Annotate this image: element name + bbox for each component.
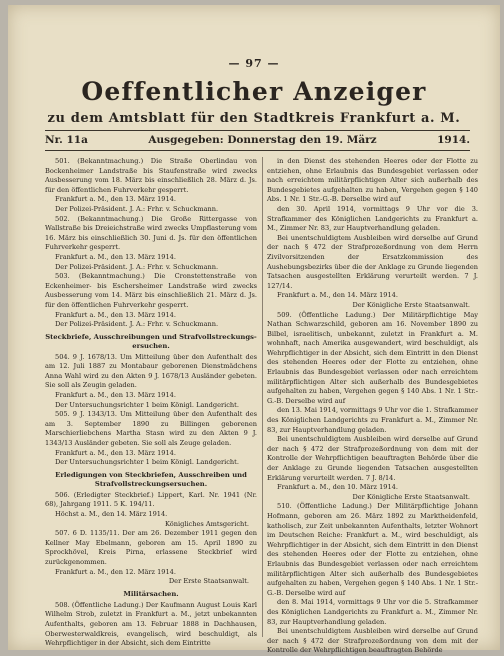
- signature-line: Der Erste Staatsanwalt.: [168, 577, 249, 586]
- article-paragraph: Frankfurt a. M., den 14. März 1914.: [277, 291, 398, 300]
- section-heading: Erledigungen von Steckbriefen, Ausschreiben und Strafvollstreckungsersuchen.: [55, 470, 247, 488]
- article-paragraph: Der Untersuchungsrichter 1 beim Königl. Landgericht.: [55, 458, 239, 467]
- signature-line: Königliches Amtsgericht.: [165, 519, 249, 528]
- article-paragraph: Frankfurt a. M., den 10. März 1914.: [277, 483, 398, 492]
- bottom-rule: [45, 150, 470, 151]
- article-paragraph: Frankfurt a. M., den 13. März 1914.: [55, 391, 176, 400]
- issue-date: Ausgegeben: Donnerstag den 19. März: [148, 134, 377, 146]
- article-paragraph: 510. (Öffentliche Ladung.) Der Militärpflichtige Johann Hofmann, geboren am 26. März 1892 zu Marktheidenfeld, katholisch, zur Zeit unbekannten Aufenthalts, letzter Wohnort im Deutschen Reiche: Frankfurt a. M., wird beschuldigt, als Wehrpflichtiger in der Absicht, sich dem Eintritt in den Dienst des stehenden Heeres oder der Flotte zu entziehen, ohne Erlaubnis das Bundesgebiet verlassen oder nach erreichtem militärpflichtigen Alter sich außerhalb des Bundesgebietes aufgehalten zu haben, Vergehen gegen § 140 Abs. 1 Nr. 1 Str.-G.-B. Derselbe wird auf: [267, 502, 478, 597]
- top-rule: [45, 130, 470, 131]
- masthead-subtitle: zu dem Amtsblatt für den Stadtkreis Frankfurt a. M.: [47, 111, 461, 126]
- article-paragraph: den 8. Mai 1914, vormittags 9 Uhr vor die 5. Strafkammer des Königlichen Landgerichts zu Frankfurt a. M., Zimmer Nr. 83, zur Hauptverhandlung geladen.: [267, 598, 478, 626]
- article-paragraph: Frankfurt a. M., den 13. März 1914.: [55, 310, 176, 319]
- article-paragraph: 502. (Bekanntmachung.) Die Große Rittergasse von Wallstraße bis Dreieichstraße wird zwecks Umpflasterung vom 16. März bis einschließlich 30. Juni d. Js. für den öffentlichen Fuhrverkehr gesperrt.: [45, 214, 257, 252]
- issue-year: 1914.: [437, 134, 470, 146]
- right-column: [267, 157, 478, 656]
- issue-line: [45, 134, 470, 146]
- article-paragraph: Frankfurt a. M., den 13. März 1914.: [55, 448, 176, 457]
- signature-line: Der Königliche Erste Staatsanwalt.: [352, 492, 470, 501]
- masthead-title: Oeffentlicher Anzeiger: [81, 77, 427, 106]
- article-paragraph: den 13. Mai 1914, vormittags 9 Uhr vor die 1. Strafkammer des Königlichen Landgerichts zu Frankfurt a. M., Zimmer Nr. 83, zur Hauptverhandlung geladen.: [267, 406, 478, 434]
- article-paragraph: Höchst a. M., den 14. März 1914.: [55, 510, 168, 518]
- article-paragraph: 508. (Öffentliche Ladung.) Der Kaufmann August Louis Karl Wilhelm Strob, zuletzt in Frankfurt a. M., jetzt unbekannten Aufenthalts, geboren am 13. Februar 1888 in Dachhausen, Oberwesterwaldkreis, evangelisch, wird beschuldigt, als Wehrpflichtiger in der Absicht, sich dem Eintritte: [45, 600, 257, 648]
- article-paragraph: 503. (Bekanntmachung.) Die Cronstettenstraße von Eckenheimer- bis Eschersheimer Landstraße wird zwecks Ausbesserung vom 14. März bis einschließlich 21. März d. Js. für den öffentlichen Fuhrverkehr gesperrt.: [45, 272, 257, 309]
- article-paragraph: Der Polizei-Präsident. J. A.: Frhr. v. Schuckmann.: [55, 320, 219, 329]
- article-paragraph: 504. 9 J. 1678/13. Um Mitteilung über den Aufenthalt des am 12. Juli 1887 zu Montabaur geborenen Dienstmädchens Anna Wahl wird zu den Akten 9 J. 1678/13 Ausländer gebeten. Sie soll als Zeugin geladen.: [45, 352, 257, 390]
- article-paragraph: Bei unentschuldigtem Ausbleiben wird derselbe auf Grund der nach § 472 der Strafprozeßordnung von dem mit der Kontrolle der Wehrpflichtigen beauftragten Behörde über die der Anklage zu Grunde liegenden Tatsachen ausgestellten Erklärung verurteilt werden. 7 J. 8/14.: [267, 435, 478, 482]
- article-paragraph: Der Untersuchungsrichter 1 beim Königl. Landgericht.: [55, 400, 239, 409]
- page-number: — 97 —: [228, 57, 280, 70]
- article-paragraph: Bei unentschuldigtem Ausbleiben wird derselbe auf Grund der nach § 472 der Strafprozeßordnung von dem mit der Kontrolle der Wehrpflichtigen beauftragten Behörde: [267, 627, 478, 655]
- column-divider: [262, 157, 263, 637]
- article-paragraph: Der Polizei-Präsident. J. A.: Frhr. v. Schuckmann.: [55, 262, 219, 271]
- left-column: [45, 157, 257, 649]
- section-heading: Steckbriefe, Ausschreibungen und Strafvollstreckungs-ersuchen.: [45, 332, 257, 350]
- article-paragraph: 507. 6 D. 1135/11. Der am 26. Dezember 1911 gegen den Kellner May Ebelmann, geboren am 15. April 1890 zu Sprockhövel, Kreis Pirna, erlassene Steckbrief wird zurückgenommen.: [45, 529, 257, 566]
- article-paragraph: den 30. April 1914, vormittags 9 Uhr vor die 3. Strafkammer des Königlichen Landgerichts zu Frankfurt a. M., Zimmer Nr. 83, zur Hauptverhandlung geladen.: [267, 204, 478, 233]
- article-paragraph: Der Polizei-Präsident. J. A.: Frhr. v. Schuckmann.: [55, 204, 219, 213]
- issue-number: Nr. 11a: [45, 134, 88, 146]
- article-paragraph: Frankfurt a. M., den 13. März 1914.: [55, 252, 176, 261]
- article-paragraph: Frankfurt a. M., den 12. März 1914.: [55, 567, 176, 576]
- newspaper-page: [8, 5, 500, 655]
- section-heading: Militärsachen.: [123, 589, 179, 598]
- article-paragraph: 506. (Erledigter Steckbrief.) Lippert, Karl. Nr. 1941 (Nr. 68), Jahrgang 1911. 5 K. 194/11.: [45, 490, 257, 509]
- article-paragraph: in den Dienst des stehenden Heeres oder der Flotte zu entziehen, ohne Erlaubnis das Bundesgebiet verlassen oder nach erreichtem militärpflichtigen Alter sich außerhalb des Bundesgebietes aufgehalten zu haben, Vergehen gegen § 140 Abs. 1 Nr. 1 Str.-G.-B. Derselbe wird auf: [267, 157, 478, 204]
- article-paragraph: Bei unentschuldigtem Ausbleiben wird derselbe auf Grund der nach § 472 der Strafprozeßordnung von dem Herrn Zivilvorsitzenden der Ersatzkommission des Aushebungsbezirks über die der Anklage zu Grunde liegenden Tatsachen ausgestellten Erklärung verurteilt werden. 7 J. 127/14.: [267, 233, 478, 290]
- article-paragraph: 505. 9 J. 1343/13. Um Mitteilung über den Aufenthalt des am 3. September 1890 zu Billingen geborenen Marschierliebchens Martha Stasn wird zu den Akten 9 J. 1343/13 Ausländer gebeten. Sie soll als Zeuge geladen.: [45, 410, 257, 448]
- article-paragraph: 509. (Öffentliche Ladung.) Der Militärpflichtige May Nathan Schwarzschild, geboren am 16. November 1890 zu Bilbel, israelitisch, unbekannt, zuletzt in Frankfurt a. M. wohnhaft, nach Amerika ausgewandert, wird beschuldigt, als Wehrpflichtiger in der Absicht, sich dem Eintritt in den Dienst des stehenden Heeres oder der Flotte zu entziehen, ohne Erlaubnis das Bundesgebiet verlassen oder nach erreichtem militärpflichtigen Alter sich außerhalb des Bundesgebietes aufgehalten zu haben, Vergehen gegen § 140 Abs. 1 Nr. 1 Str.-G.-B. Derselbe wird auf: [267, 310, 478, 405]
- signature-line: Der Königliche Erste Staatsanwalt.: [352, 300, 470, 309]
- article-paragraph: 501. (Bekanntmachung.) Die Straße Oberlindau von Bockenheimer Landstraße bis Staufenstraße wird zwecks Ausbesserung vom 18. März bis einschließlich 28. März d. Js. für den öffentlichen Fuhrverkehr gesperrt.: [45, 157, 257, 194]
- article-paragraph: Frankfurt a. M., den 13. März 1914.: [55, 195, 176, 204]
